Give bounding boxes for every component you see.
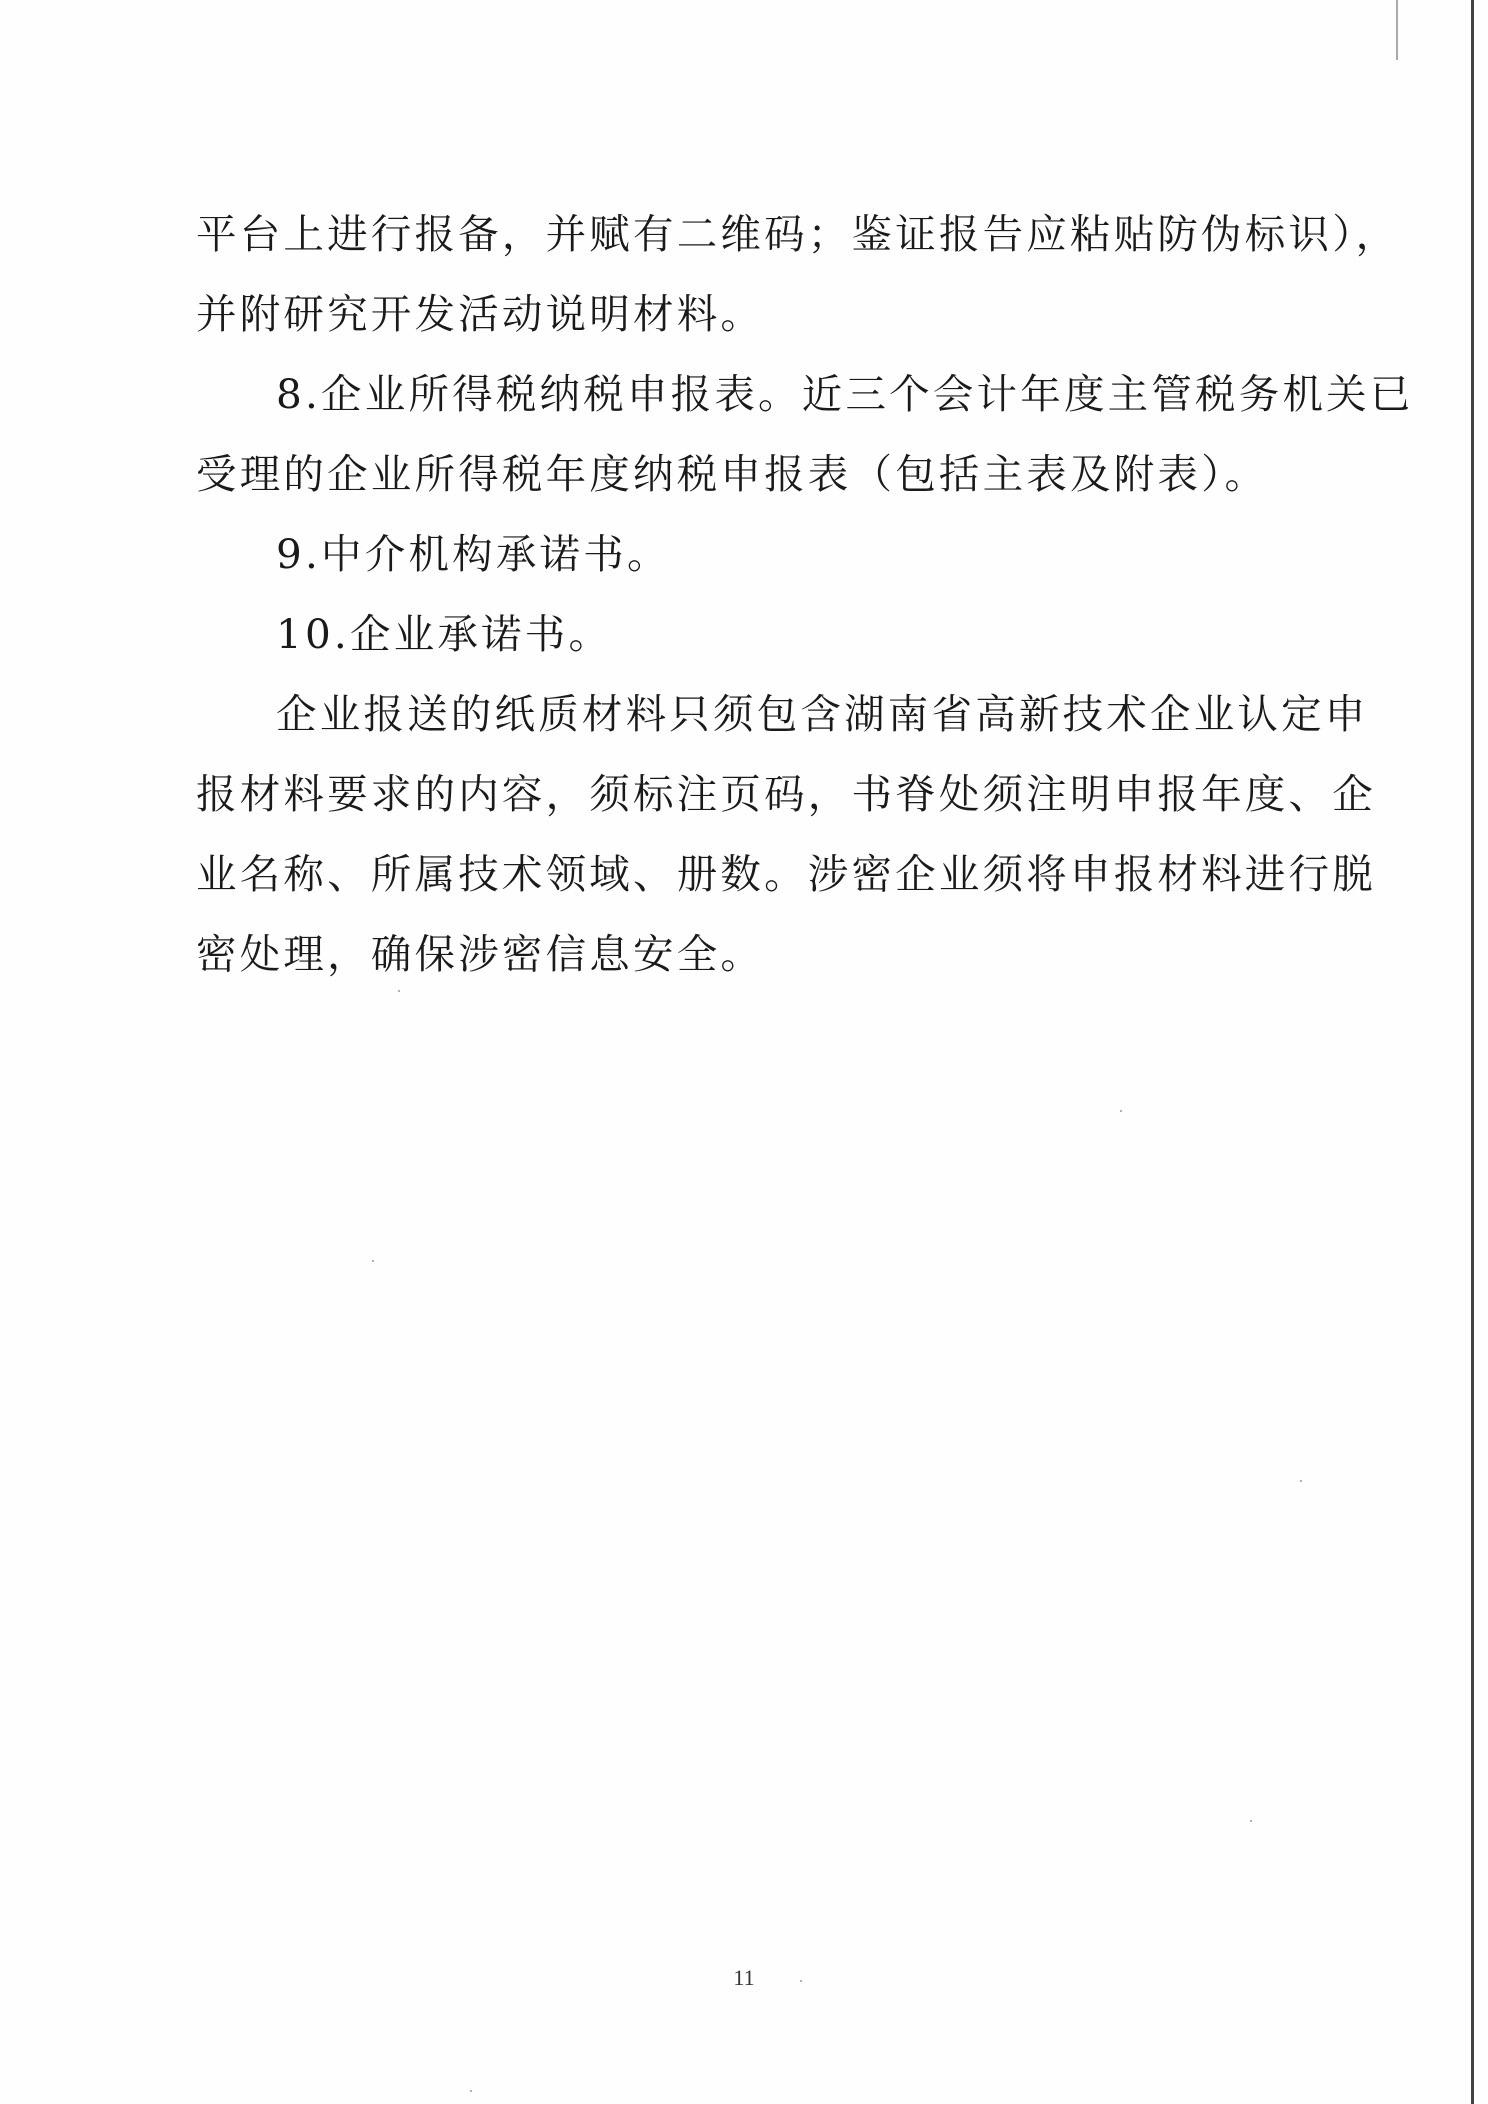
paragraph-line: 8.企业所得税纳税申报表。近三个会计年度主管税务机关已 <box>276 370 1414 418</box>
paragraph-line: 企业报送的纸质材料只须包含湖南省高新技术企业认定申 <box>276 690 1369 738</box>
scan-speck <box>1250 1820 1252 1822</box>
scan-speck <box>372 1260 374 1262</box>
scan-artifact-top <box>1396 0 1398 60</box>
document-body <box>196 194 1414 994</box>
paragraph-line: 9.中介机构承诺书。 <box>276 530 671 578</box>
paragraph-line: 并附研究开发活动说明材料。 <box>196 290 765 338</box>
paragraph-line: 受理的企业所得税年度纳税申报表（包括主表及附表）。 <box>196 450 1269 498</box>
scan-speck <box>1300 1480 1302 1482</box>
scan-speck <box>800 1980 802 1982</box>
paragraph-line: 平台上进行报备，并赋有二维码；鉴证报告应粘贴防伪标识）， <box>196 210 1400 258</box>
paragraph-line: 报材料要求的内容，须标注页码，书脊处须注明申报年度、企 <box>196 770 1376 818</box>
paragraph-line: 密处理，确保涉密信息安全。 <box>196 930 765 978</box>
scan-border-line <box>1471 0 1474 2104</box>
paragraph-line: 10.企业承诺书。 <box>276 610 613 658</box>
scan-speck <box>470 2090 472 2092</box>
page-number: 11 <box>733 1965 755 1990</box>
scan-speck <box>398 990 400 992</box>
scan-speck <box>1120 1110 1122 1112</box>
paragraph-line: 业名称、所属技术领域、册数。涉密企业须将申报材料进行脱 <box>196 850 1376 898</box>
